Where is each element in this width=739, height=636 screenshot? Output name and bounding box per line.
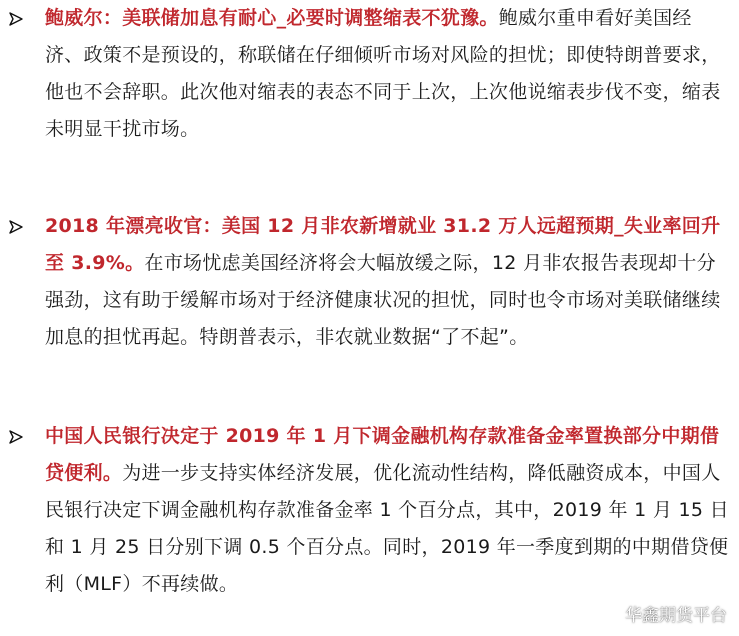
watermark-text: 华鑫期货平台 bbox=[625, 606, 727, 626]
watermark bbox=[593, 601, 727, 626]
news-headline-1: 鲍威尔：美联储加息有耐心_必要时调整缩表不犹豫。 bbox=[45, 7, 499, 29]
news-paragraph-2 bbox=[45, 208, 729, 356]
news-body-3: 为进一步支持实体经济发展，优化流动性结构，降低融资成本，中国人民银行决定下调金融机构存款准备金率 1 个百分点，其中，2019 年 1 月 15 日和 1 月 25 日分别下调 0.5 个百分点。同时，2019 年一季度到期的中期借贷便利（MLF）不再续做。 bbox=[45, 462, 729, 595]
arrow-bullet-icon bbox=[8, 11, 24, 27]
arrow-bullet-icon bbox=[8, 219, 24, 235]
news-headline-3: 中国人民银行决定于 2019 年 1 月下调金融机构存款准备金率置换部分中期借贷便利。 bbox=[45, 425, 720, 484]
news-paragraph-1 bbox=[45, 0, 729, 148]
wechat-icon bbox=[593, 603, 619, 625]
arrow-bullet-icon bbox=[8, 429, 24, 445]
news-body-2: 在市场忧虑美国经济将会大幅放缓之际，12 月非农报告表现却十分强劲，这有助于缓解市场对于经济健康状况的担忧，同时也令市场对美联储继续加息的担忧再起。特朗普表示，非农就业数据“了不起”。 bbox=[45, 252, 721, 348]
news-body-1: 鲍威尔重申看好美国经济、政策不是预设的，称联储在仔细倾听市场对风险的担忧；即使特朗普要求，他也不会辞职。此次他对缩表的表态不同于上次，上次他说缩表步伐不变，缩表未明显干扰市场。 bbox=[45, 7, 721, 140]
news-headline-2: 2018 年漂亮收官：美国 12 月非农新增就业 31.2 万人远超预期_失业率回升至 3.9%。 bbox=[45, 215, 721, 274]
news-paragraph-3 bbox=[45, 418, 729, 603]
